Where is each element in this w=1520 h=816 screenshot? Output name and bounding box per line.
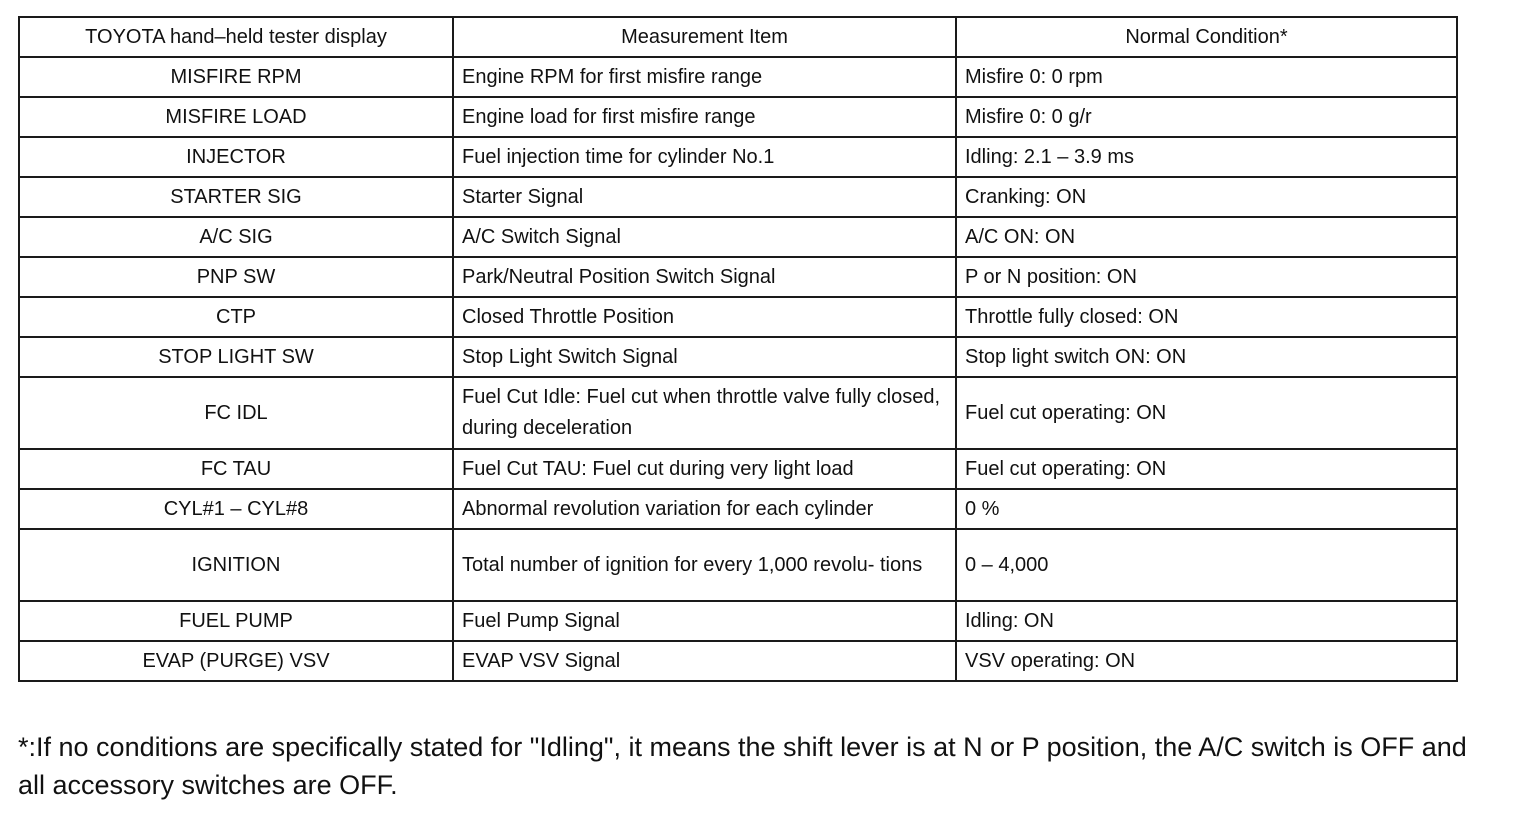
document-sheet xyxy=(18,16,1456,682)
table-row xyxy=(19,529,1457,601)
measurement-cell: Park/Neutral Position Switch Signal xyxy=(453,257,956,297)
display-cell: MISFIRE LOAD xyxy=(19,97,453,137)
header-normal-condition: Normal Condition* xyxy=(956,17,1457,57)
condition-cell: Stop light switch ON: ON xyxy=(956,337,1457,377)
display-cell: FC TAU xyxy=(19,449,453,489)
table-header-row xyxy=(19,17,1457,57)
condition-cell: Fuel cut operating: ON xyxy=(956,449,1457,489)
condition-cell: Fuel cut operating: ON xyxy=(956,377,1457,449)
display-cell: STARTER SIG xyxy=(19,177,453,217)
measurement-cell: Fuel Cut TAU: Fuel cut during very light load xyxy=(453,449,956,489)
table-row xyxy=(19,137,1457,177)
table-row xyxy=(19,97,1457,137)
measurement-cell: Fuel injection time for cylinder No.1 xyxy=(453,137,956,177)
measurement-cell: Starter Signal xyxy=(453,177,956,217)
display-cell: CYL#1 – CYL#8 xyxy=(19,489,453,529)
table-row xyxy=(19,57,1457,97)
table-row xyxy=(19,641,1457,681)
condition-cell: A/C ON: ON xyxy=(956,217,1457,257)
display-cell: CTP xyxy=(19,297,453,337)
table-row xyxy=(19,297,1457,337)
measurement-cell: Engine load for first misfire range xyxy=(453,97,956,137)
measurement-cell: Total number of ignition for every 1,000 revolu- tions xyxy=(453,529,956,601)
measurement-cell: Closed Throttle Position xyxy=(453,297,956,337)
display-cell: MISFIRE RPM xyxy=(19,57,453,97)
footnote: *:If no conditions are specifically stated for "Idling", it means the shift lever is at N or P position, the A/C switch is OFF and all accessory switches are OFF. xyxy=(18,732,1467,800)
data-list-table xyxy=(18,16,1458,682)
condition-cell: P or N position: ON xyxy=(956,257,1457,297)
display-cell: FUEL PUMP xyxy=(19,601,453,641)
condition-cell: Idling: 2.1 – 3.9 ms xyxy=(956,137,1457,177)
header-display: TOYOTA hand–held tester display xyxy=(19,17,453,57)
display-cell: INJECTOR xyxy=(19,137,453,177)
condition-cell: Cranking: ON xyxy=(956,177,1457,217)
table-row xyxy=(19,337,1457,377)
table-row xyxy=(19,601,1457,641)
display-cell: EVAP (PURGE) VSV xyxy=(19,641,453,681)
measurement-cell: Abnormal revolution variation for each cylinder xyxy=(453,489,956,529)
measurement-cell: Fuel Cut Idle: Fuel cut when throttle valve fully closed, during deceleration xyxy=(453,377,956,449)
condition-cell: 0 – 4,000 xyxy=(956,529,1457,601)
condition-cell: Throttle fully closed: ON xyxy=(956,297,1457,337)
display-cell: IGNITION xyxy=(19,529,453,601)
condition-cell: Misfire 0: 0 rpm xyxy=(956,57,1457,97)
table-row xyxy=(19,217,1457,257)
display-cell: FC IDL xyxy=(19,377,453,449)
condition-cell: VSV operating: ON xyxy=(956,641,1457,681)
display-cell: STOP LIGHT SW xyxy=(19,337,453,377)
condition-cell: Idling: ON xyxy=(956,601,1457,641)
measurement-cell: Fuel Pump Signal xyxy=(453,601,956,641)
measurement-cell: Stop Light Switch Signal xyxy=(453,337,956,377)
display-cell: A/C SIG xyxy=(19,217,453,257)
table-row xyxy=(19,257,1457,297)
table-row xyxy=(19,377,1457,449)
display-cell: PNP SW xyxy=(19,257,453,297)
condition-cell: Misfire 0: 0 g/r xyxy=(956,97,1457,137)
measurement-cell: A/C Switch Signal xyxy=(453,217,956,257)
table-row xyxy=(19,449,1457,489)
table-row xyxy=(19,177,1457,217)
header-measurement-item: Measurement Item xyxy=(453,17,956,57)
measurement-cell: Engine RPM for first misfire range xyxy=(453,57,956,97)
condition-cell: 0 % xyxy=(956,489,1457,529)
table-row xyxy=(19,489,1457,529)
measurement-cell: EVAP VSV Signal xyxy=(453,641,956,681)
